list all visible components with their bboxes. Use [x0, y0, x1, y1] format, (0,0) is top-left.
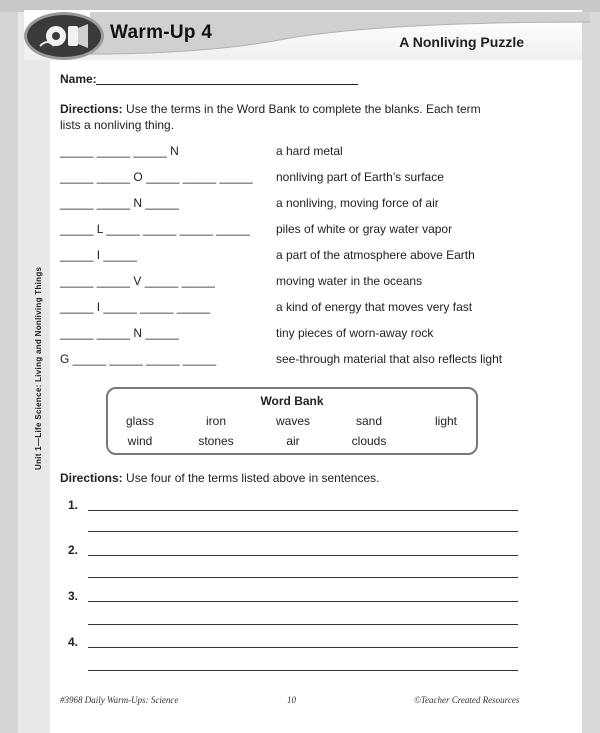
puzzle-blanks[interactable]: _____ I _____: [60, 248, 137, 262]
puzzle-row: [60, 274, 500, 292]
directions-text-2: [60, 471, 380, 485]
puzzle-row: [60, 300, 500, 318]
footer-book-title: #3968 Daily Warm-Ups: Science: [60, 695, 179, 705]
puzzle-blanks[interactable]: _____ I _____ _____ _____: [60, 300, 211, 314]
sentence-line[interactable]: [88, 601, 518, 602]
puzzle-blanks[interactable]: G _____ _____ _____ _____: [60, 352, 217, 366]
sentence-line[interactable]: [88, 577, 518, 578]
sentence-line[interactable]: [88, 624, 518, 625]
puzzle-title: A Nonliving Puzzle: [399, 34, 524, 50]
puzzle-blanks[interactable]: _____ L _____ _____ _____ _____: [60, 222, 250, 236]
puzzle-clue: a kind of energy that moves very fast: [276, 300, 473, 314]
sentence-line[interactable]: [88, 555, 518, 556]
sentence-line[interactable]: [88, 670, 518, 671]
puzzle-clue: nonliving part of Earth’s surface: [276, 170, 444, 184]
science-logo-icon: [24, 12, 104, 60]
directions-label-2: Directions:: [60, 471, 123, 485]
puzzle-blanks[interactable]: _____ _____ N _____: [60, 326, 179, 340]
puzzle-row: [60, 248, 500, 266]
puzzle-clue: tiny pieces of worn-away rock: [276, 326, 434, 340]
puzzle-row: [60, 326, 500, 344]
footer-page-number: 10: [287, 695, 296, 705]
word-bank-title: Word Bank: [260, 394, 324, 408]
puzzle-row: [60, 170, 500, 188]
unit-side-label: Unit 1—Life Science: Living and Nonliving Things: [34, 266, 43, 470]
puzzle-row: [60, 144, 500, 162]
directions-body-2: Use four of the terms listed above in sentences.: [122, 471, 380, 485]
name-label: Name:: [60, 72, 97, 86]
warmup-title: Warm-Up 4: [110, 22, 213, 43]
name-input-line[interactable]: [96, 84, 358, 85]
word-bank-term: light: [434, 414, 457, 428]
word-bank-term: clouds: [351, 434, 387, 448]
puzzle-blanks[interactable]: _____ _____ _____ N: [60, 144, 179, 158]
sentence-number: 3.: [68, 589, 79, 603]
puzzle-clue: moving water in the oceans: [276, 274, 423, 288]
sentence-line[interactable]: [88, 531, 518, 532]
directions-body: Use the terms in the Word Bank to complete the blanks. Each term lists a nonliving thing.: [60, 102, 481, 132]
word-bank: [106, 387, 478, 455]
sentence-line[interactable]: [88, 510, 518, 511]
word-bank-term: wind: [127, 434, 153, 448]
puzzle-clue: a hard metal: [276, 144, 343, 158]
word-bank-term: waves: [275, 414, 310, 428]
puzzle-clue: piles of white or gray water vapor: [276, 222, 453, 236]
puzzle-row: [60, 222, 500, 240]
puzzle-clue: a part of the atmosphere above Earth: [276, 248, 475, 262]
puzzle-clue: see-through material that also reflects light: [276, 352, 503, 366]
left-page-edge: [0, 0, 18, 733]
sentence-number: 2.: [68, 543, 79, 557]
sentence-line[interactable]: [88, 647, 518, 648]
word-bank-term: sand: [355, 414, 383, 428]
sentence-number: 4.: [68, 635, 79, 649]
puzzle-row: [60, 352, 503, 370]
puzzle-blanks[interactable]: _____ _____ V _____ _____: [60, 274, 215, 288]
word-bank-term: glass: [125, 414, 154, 428]
word-bank-term: iron: [205, 414, 226, 428]
footer-copyright: ©Teacher Created Resources: [414, 695, 520, 705]
right-page-edge: [582, 0, 600, 733]
puzzle-clue: a nonliving, moving force of air: [276, 196, 439, 210]
directions-text: [60, 101, 490, 133]
word-bank-term: air: [286, 434, 300, 448]
puzzle-blanks[interactable]: _____ _____ N _____: [60, 196, 179, 210]
sentence-number: 1.: [68, 498, 79, 512]
directions-label: Directions:: [60, 102, 123, 116]
word-bank-term: stones: [198, 434, 234, 448]
puzzle-row: [60, 196, 500, 214]
puzzle-blanks[interactable]: _____ _____ O _____ _____ _____: [60, 170, 253, 184]
